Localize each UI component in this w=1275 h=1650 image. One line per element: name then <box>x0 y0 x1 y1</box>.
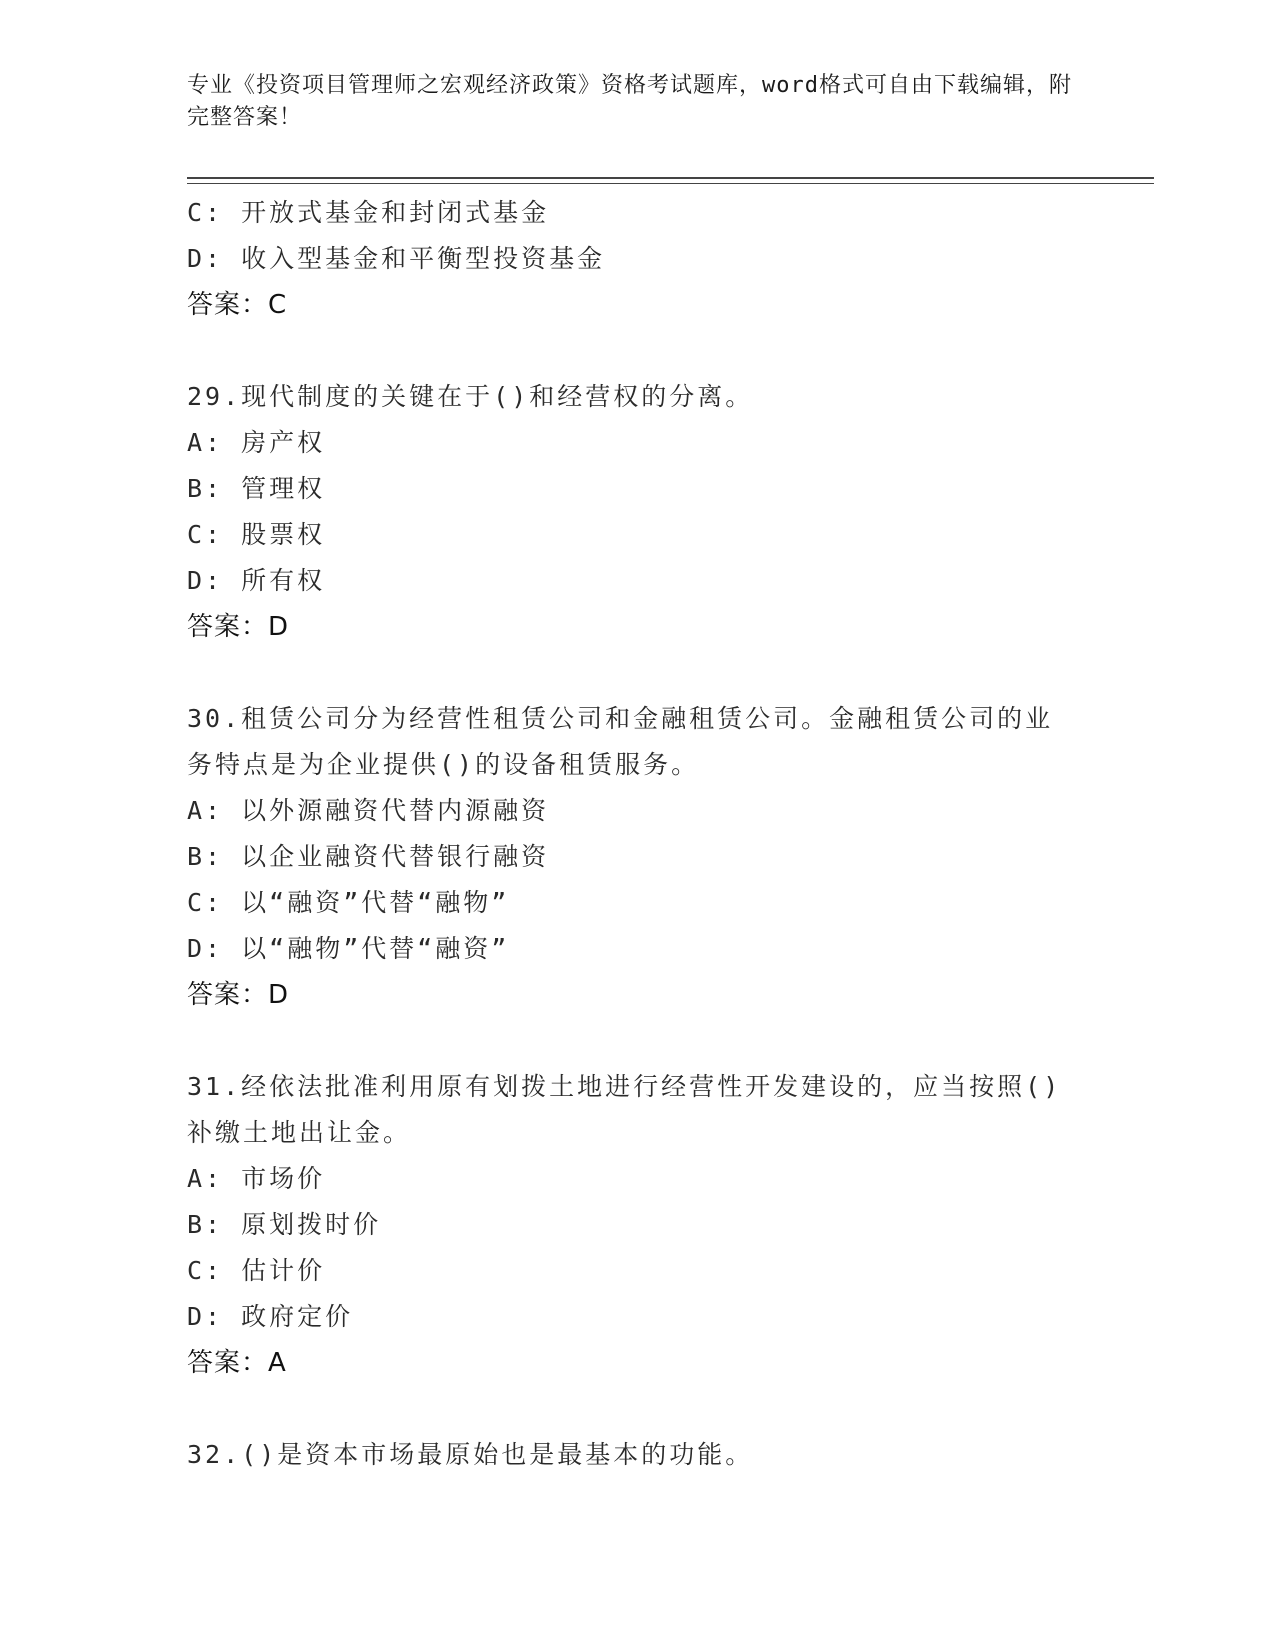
question-31 <box>187 1064 1087 1386</box>
question-text-line-1: 31.经依法批准利用原有划拨土地进行经营性开发建设的，应当按照() <box>187 1072 1062 1101</box>
option-b: B: 管理权 <box>187 474 326 503</box>
question-32 <box>187 1432 1087 1478</box>
question-30 <box>187 696 1087 1018</box>
option-d: D: 收入型基金和平衡型投资基金 <box>187 244 606 273</box>
option-a: A: 房产权 <box>187 428 326 457</box>
answer: 答案：A <box>187 1348 287 1378</box>
option-c: C: 估计价 <box>187 1256 326 1285</box>
option-d: D: 政府定价 <box>187 1302 354 1331</box>
option-a: A: 以外源融资代替内源融资 <box>187 796 550 825</box>
answer: 答案：D <box>187 980 290 1010</box>
answer: 答案：C <box>187 290 288 320</box>
option-a: A: 市场价 <box>187 1164 326 1193</box>
option-c: C: 股票权 <box>187 520 326 549</box>
option-d: D: 所有权 <box>187 566 326 595</box>
option-c: C: 以“融资”代替“融物” <box>187 888 510 917</box>
document-header: 专业《投资项目管理师之宏观经济政策》资格考试题库，word格式可自由下载编辑，附完整答案！ <box>187 73 1072 130</box>
question-text: 29.现代制度的关键在于()和经营权的分离。 <box>187 382 754 411</box>
answer: 答案：D <box>187 612 290 642</box>
option-b: B: 原划拨时价 <box>187 1210 382 1239</box>
question-text-line-2: 补缴土地出让金。 <box>187 1118 412 1147</box>
question-text-line-2: 务特点是为企业提供()的设备租赁服务。 <box>187 750 700 779</box>
question-text-line-1: 30.租赁公司分为经营性租赁公司和金融租赁公司。金融租赁公司的业 <box>187 704 1054 733</box>
question-29 <box>187 374 1087 650</box>
header-divider-thick <box>187 177 1154 179</box>
option-d: D: 以“融物”代替“融资” <box>187 934 510 963</box>
header-divider-thin <box>187 183 1154 184</box>
document-body <box>187 190 1087 1478</box>
option-b: B: 以企业融资代替银行融资 <box>187 842 550 871</box>
option-c: C: 开放式基金和封闭式基金 <box>187 198 550 227</box>
question-28-continued <box>187 190 1087 328</box>
question-text: 32.()是资本市场最原始也是最基本的功能。 <box>187 1440 754 1469</box>
